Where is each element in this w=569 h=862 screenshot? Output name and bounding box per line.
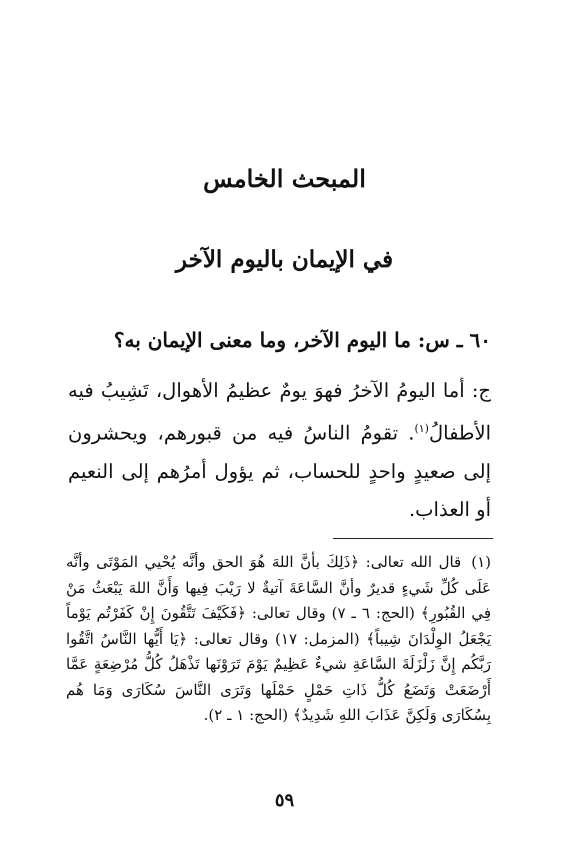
footnote <box>66 550 491 729</box>
answer-text-after-note: . تقومُ الناسُ فيه من قبورهم، ويحشرون إلى صعيدٍ واحدٍ للحساب، ثم يؤول أمرُهم إلى النعيم أو العذاب. <box>68 421 491 521</box>
footnote-reference: (١) <box>414 422 429 435</box>
footnote-text: قال الله تعالى: ﴿ذَلِكَ بأنَّ اللهَ هُوَ الحق وأنَّه يُحْيي المَوْتَى وأنَّه عَلَى كُلِّ شَيءٍ قديرٌ وأنَّ السَّاعَةَ آتيةٌ لا رَيْبَ فِيها وَأَنَّ اللهَ يَبْعَثُ مَنْ فِي القُبُورِ﴾ (الحج: ٦ ـ ٧) وقال تعالى: ﴿فَكَيْفَ تَتَّقُونَ إِنْ كَفَرْتُم يَوْماً يَجْعَلُ الوِلْدَانَ شِيباً﴾ (المزمل: ١٧) وقال تعالى: ﴿يَا أَيُّها النَّاسُ اتَّقُوا رَبَّكُم إِنَّ زَلْزَلَةَ السَّاعَةِ شيءٌ عَظِيمٌ يَوْمَ تَرَوْنَها تَذْهَلُ كُلُّ مُرْضِعَةٍ عَمَّا أَرْضَعَتْ وَتَضَعُ كُلُّ ذَاتِ حَمْلٍ حَمْلَها وَتَرَى النَّاسَ سُكَارَى وَمَا هُم بِسُكَارَى وَلَكِنَّ عَذَابَ اللهِ شَدِيدٌ﴾ (الحج: ١ ـ ٢). <box>66 553 492 724</box>
footnote-marker: (١) <box>471 553 491 571</box>
section-subtitle: في الإيمان باليوم الآخر <box>175 246 394 273</box>
answer-text-before-note: ج: أما اليومُ الآخرُ فهوَ يومٌ عظيمُ الأهوال، تَشِيبُ فيه الأطفالُ <box>68 379 491 445</box>
chapter-title: المبحث الخامس <box>203 164 366 193</box>
footnote-separator <box>333 538 493 539</box>
question-heading: ٦٠ ـ س: ما اليوم الآخر، وما معنى الإيمان به؟ <box>113 328 491 352</box>
page-number: ٥٩ <box>274 790 295 811</box>
answer-paragraph <box>68 372 491 529</box>
